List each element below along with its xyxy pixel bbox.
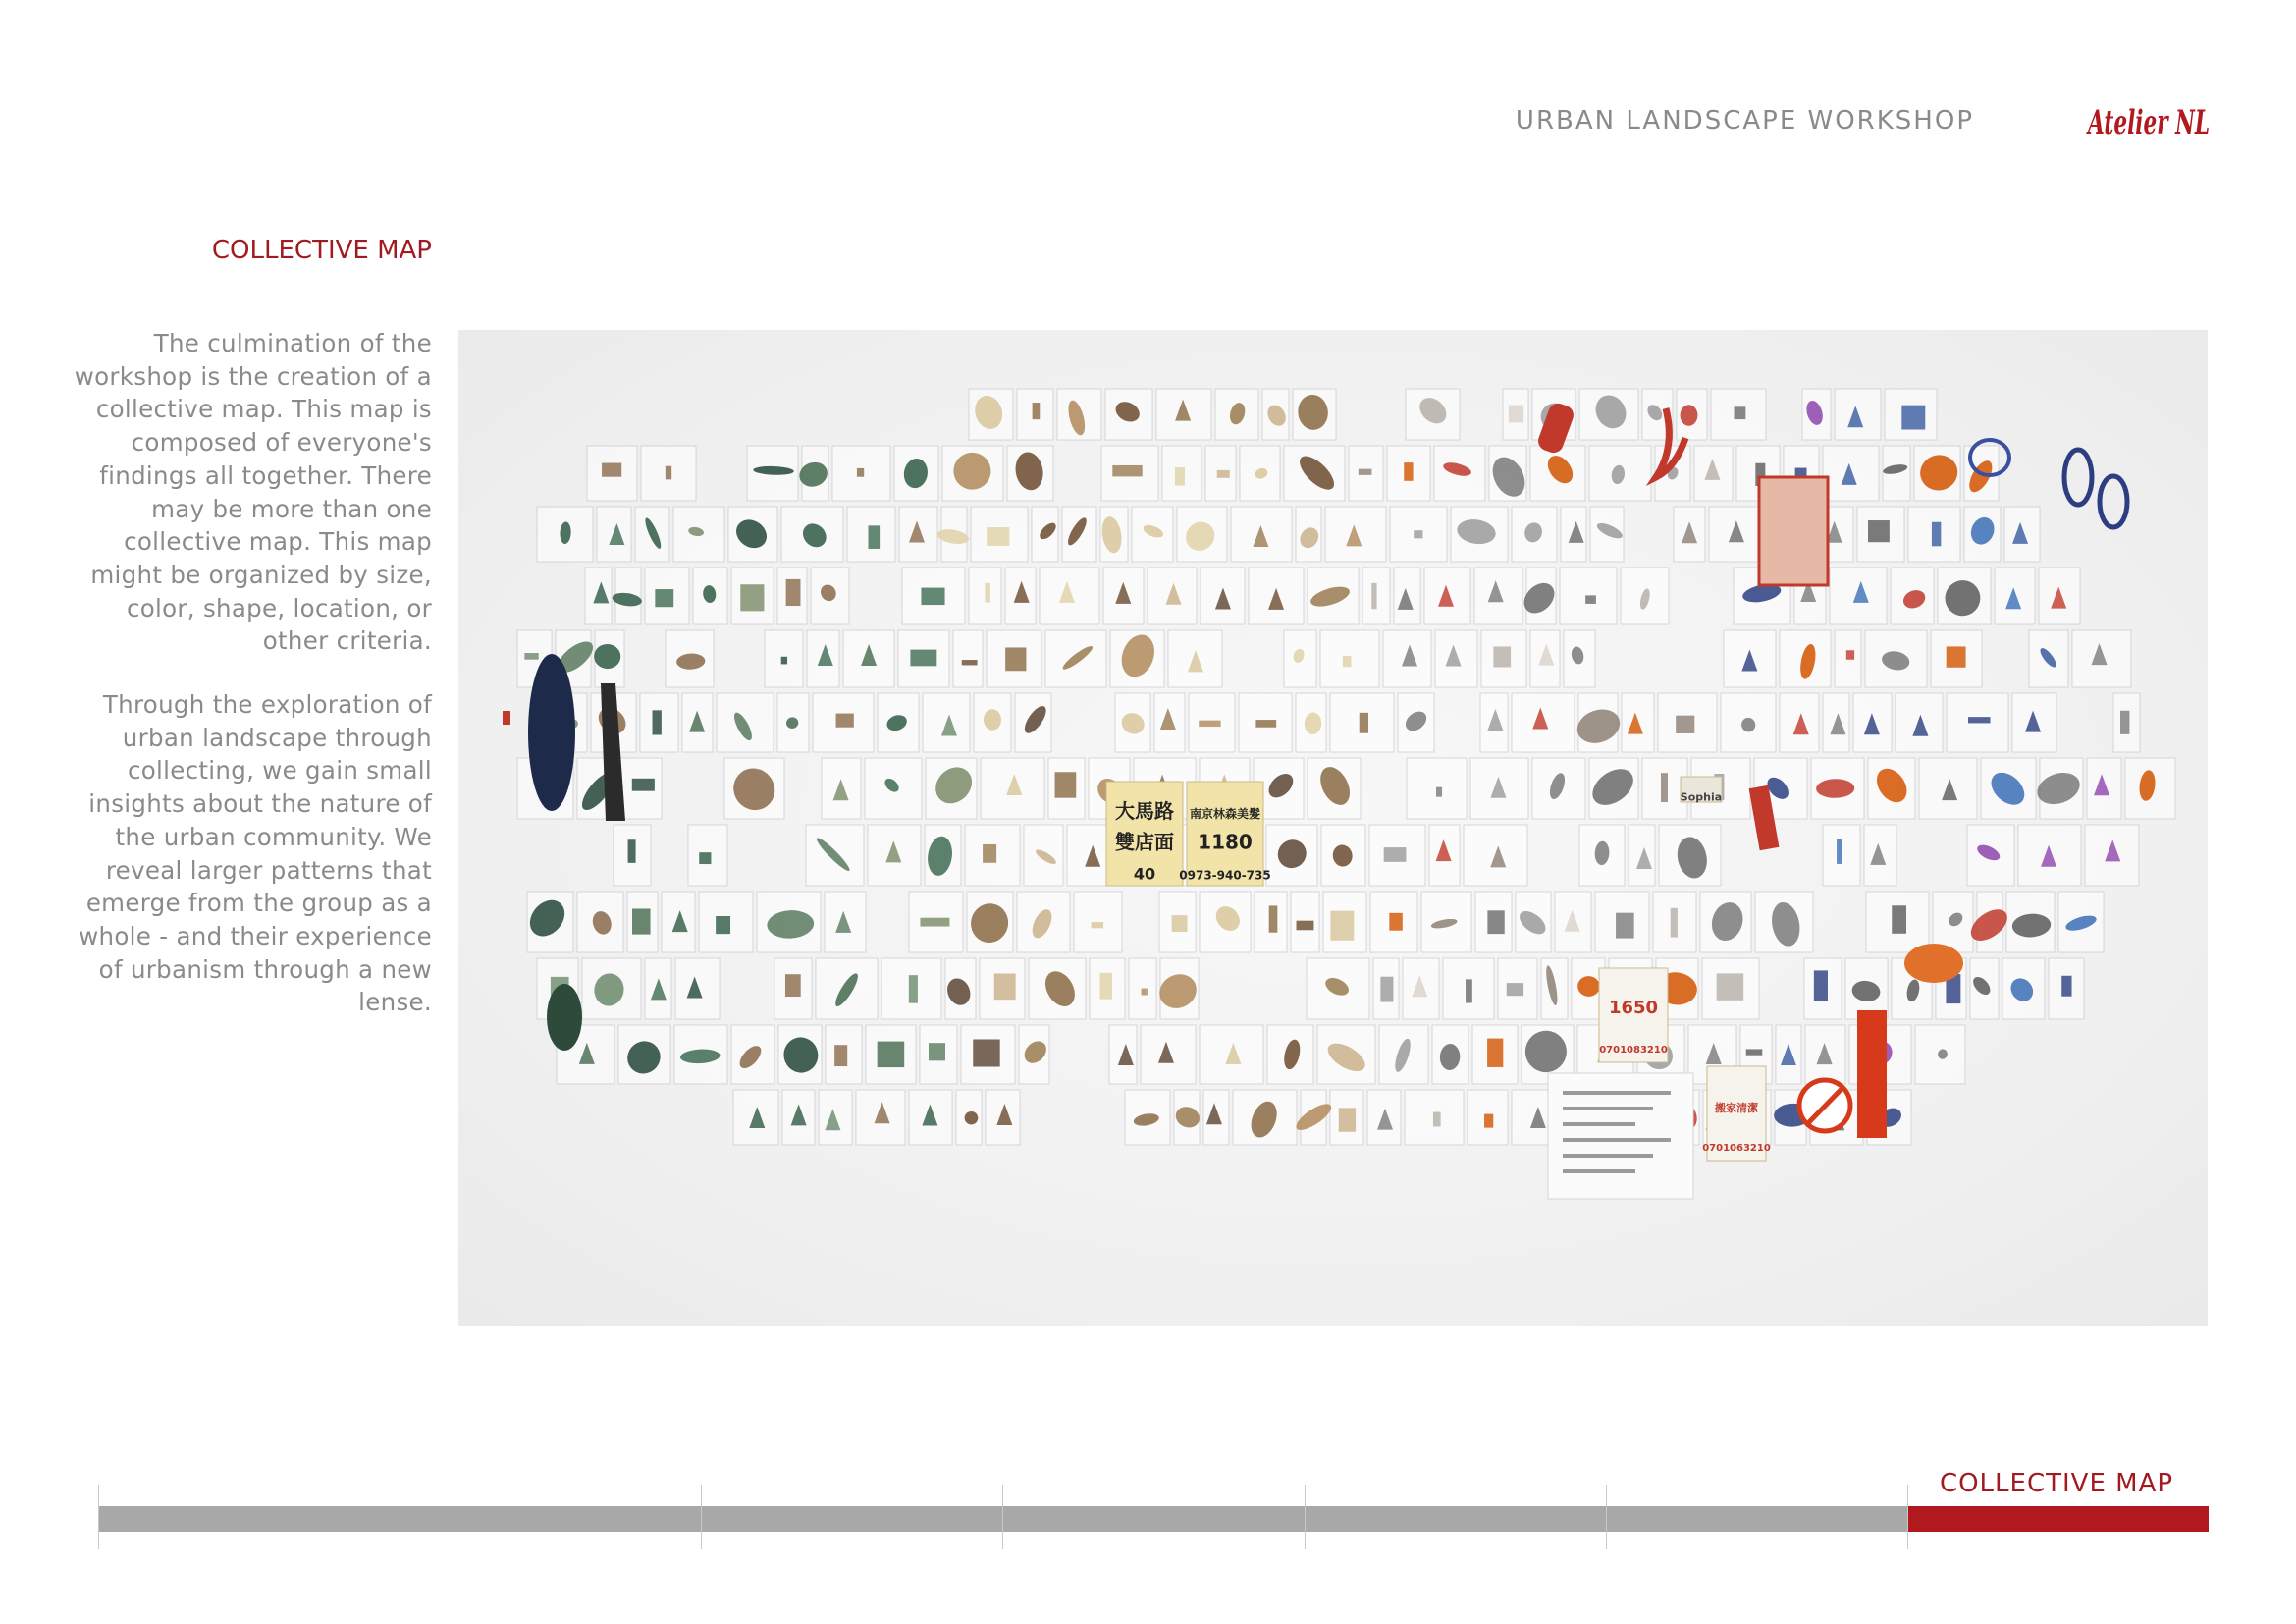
specimen bbox=[1466, 979, 1472, 1002]
specimen bbox=[857, 468, 864, 477]
specimen bbox=[1005, 647, 1026, 671]
specimen bbox=[716, 916, 730, 934]
specimen bbox=[1199, 721, 1220, 727]
specimen bbox=[1868, 520, 1890, 542]
intro-paragraph: The culmination of the workshop is the creation of a collective map. This map is composed of everyone's findings all together. There may be more than one collective map. This map might be organized by size, color, shape, location, or other criteria. bbox=[74, 329, 432, 656]
sign-text: 0973-940-735 bbox=[1179, 868, 1271, 883]
specimen bbox=[962, 660, 978, 665]
specimen bbox=[1616, 913, 1634, 939]
specimen bbox=[628, 839, 636, 863]
specimen bbox=[1661, 773, 1668, 802]
section-heading: COLLECTIVE MAP bbox=[211, 236, 432, 265]
section-progress-bar bbox=[98, 1506, 2209, 1532]
specimen bbox=[1099, 973, 1111, 1000]
specimen bbox=[1901, 406, 1925, 430]
collected-items-grid bbox=[458, 330, 2208, 1326]
specimen bbox=[1033, 403, 1041, 419]
exploration-paragraph: Through the exploration of urban landscape through collecting, we gain small insights about the nature of the urban community. We reveal larger patterns that emerge from the group as a whole - and their experience of urbanism through a new lense. bbox=[79, 690, 432, 1017]
specimen bbox=[1436, 787, 1442, 797]
sign-text: 大馬路 bbox=[1115, 799, 1174, 824]
specimen bbox=[1735, 406, 1746, 419]
specimen bbox=[1585, 595, 1596, 604]
specimen bbox=[785, 974, 801, 997]
progress-tick bbox=[98, 1485, 99, 1549]
specimen bbox=[1814, 970, 1828, 1001]
workshop-title: URBAN LANDSCAPE WORKSHOP bbox=[1515, 106, 1974, 135]
specimen bbox=[1112, 465, 1142, 476]
specimen bbox=[1404, 462, 1413, 481]
specimen bbox=[987, 527, 1009, 546]
sign-card-shop bbox=[1106, 782, 1183, 886]
progress-current-label: COLLECTIVE MAP bbox=[1939, 1469, 2174, 1498]
specimen bbox=[921, 588, 944, 606]
specimen bbox=[786, 579, 801, 606]
specimen bbox=[869, 525, 881, 549]
specimen bbox=[834, 1045, 847, 1066]
sign-text: 40 bbox=[1133, 864, 1156, 884]
progress-tick bbox=[701, 1485, 702, 1549]
plant-specimen bbox=[547, 984, 582, 1051]
progress-tick bbox=[1606, 1485, 1607, 1549]
specimen bbox=[1507, 983, 1523, 996]
specimen bbox=[1142, 989, 1148, 996]
specimen bbox=[1092, 922, 1104, 928]
specimen bbox=[602, 463, 621, 477]
blue-cord bbox=[2100, 476, 2127, 527]
specimen bbox=[1493, 646, 1511, 667]
specimen bbox=[1433, 1112, 1441, 1127]
specimen bbox=[1343, 656, 1352, 667]
blue-cord bbox=[2064, 450, 2092, 505]
specimen bbox=[655, 589, 673, 607]
sign-text: 雙店面 bbox=[1115, 830, 1174, 854]
svg-text:Atelier NL: Atelier NL bbox=[2086, 103, 2210, 142]
specimen bbox=[929, 1043, 945, 1060]
specimen bbox=[1717, 973, 1744, 1000]
specimen bbox=[2120, 711, 2129, 734]
sign-text: Sophia bbox=[1680, 790, 1723, 804]
sign-text: 南京林森美髮 bbox=[1189, 807, 1261, 822]
red-tube bbox=[1857, 1010, 1887, 1138]
specimen bbox=[1932, 522, 1941, 547]
specimen bbox=[1339, 1108, 1356, 1131]
notice-line bbox=[1563, 1169, 1635, 1173]
sign-card-sophia bbox=[1681, 777, 1722, 804]
red-tag bbox=[503, 711, 510, 725]
notice-line bbox=[1563, 1091, 1671, 1095]
specimen bbox=[1371, 583, 1376, 609]
atelier-nl-logo bbox=[2086, 94, 2214, 149]
specimen bbox=[985, 583, 989, 603]
specimen bbox=[1671, 908, 1678, 938]
sign-text: 0701063210 bbox=[1702, 1143, 1771, 1154]
specimen bbox=[1837, 839, 1842, 864]
specimen bbox=[983, 844, 996, 863]
sign-card-poster bbox=[1599, 968, 1668, 1062]
sign-text: 1180 bbox=[1198, 830, 1253, 854]
specimen bbox=[1172, 915, 1188, 932]
specimen bbox=[1947, 646, 1966, 667]
specimen bbox=[909, 975, 918, 1003]
specimen bbox=[836, 714, 854, 728]
progress-current-segment bbox=[1907, 1506, 2209, 1532]
orange-cloth bbox=[1904, 944, 1963, 983]
specimen bbox=[1746, 1049, 1763, 1055]
specimen bbox=[994, 973, 1016, 1000]
specimen bbox=[878, 1042, 905, 1067]
notice-line bbox=[1563, 1107, 1653, 1110]
specimen bbox=[1269, 905, 1278, 932]
sign-card-moving bbox=[1702, 1066, 1771, 1161]
specimen bbox=[740, 584, 764, 611]
sign-text: 0701083210 bbox=[1599, 1045, 1668, 1056]
specimen bbox=[781, 657, 787, 665]
specimen bbox=[1414, 530, 1422, 538]
specimen bbox=[1217, 470, 1230, 478]
progress-track bbox=[98, 1506, 2209, 1532]
notice-line bbox=[1563, 1138, 1671, 1142]
specimen bbox=[920, 918, 949, 927]
progress-tick bbox=[1305, 1485, 1306, 1549]
specimen bbox=[524, 653, 538, 660]
sign-text: 搬家清潔 bbox=[1715, 1102, 1758, 1114]
specimen bbox=[973, 1039, 999, 1066]
specimen bbox=[1359, 469, 1372, 475]
specimen bbox=[1487, 1039, 1503, 1067]
specimen bbox=[1509, 406, 1523, 423]
specimen-bag bbox=[953, 630, 983, 687]
specimen bbox=[1676, 716, 1694, 733]
notice-line bbox=[1563, 1122, 1635, 1126]
specimen bbox=[1380, 977, 1393, 1002]
specimen bbox=[1175, 467, 1185, 486]
collective-map-photo bbox=[458, 330, 2208, 1326]
specimen bbox=[1968, 717, 1991, 723]
specimen bbox=[632, 908, 651, 934]
specimen bbox=[1389, 913, 1402, 931]
specimen bbox=[1484, 1114, 1493, 1128]
specimen bbox=[1846, 650, 1854, 660]
specimen bbox=[1330, 911, 1354, 941]
sign-card-salon bbox=[1179, 782, 1270, 886]
specimen bbox=[632, 779, 655, 791]
progress-tick bbox=[1907, 1485, 1908, 1549]
specimen bbox=[699, 852, 711, 864]
specimen bbox=[666, 466, 671, 480]
specimen bbox=[1360, 713, 1368, 733]
specimen-bag bbox=[1074, 892, 1122, 952]
specimen bbox=[1297, 921, 1314, 931]
progress-tick bbox=[1002, 1485, 1003, 1549]
specimen bbox=[1255, 720, 1276, 728]
specimen bbox=[910, 650, 936, 667]
notice-line bbox=[1563, 1154, 1653, 1158]
specimen bbox=[2061, 976, 2071, 997]
specimen bbox=[1892, 905, 1906, 934]
specimen bbox=[1487, 910, 1504, 934]
specimen bbox=[1384, 847, 1407, 862]
specimen bbox=[1055, 772, 1077, 797]
red-poster bbox=[1759, 477, 1828, 585]
sign-text: 1650 bbox=[1608, 998, 1659, 1018]
large-leaf bbox=[528, 654, 575, 811]
specimen bbox=[653, 710, 662, 734]
